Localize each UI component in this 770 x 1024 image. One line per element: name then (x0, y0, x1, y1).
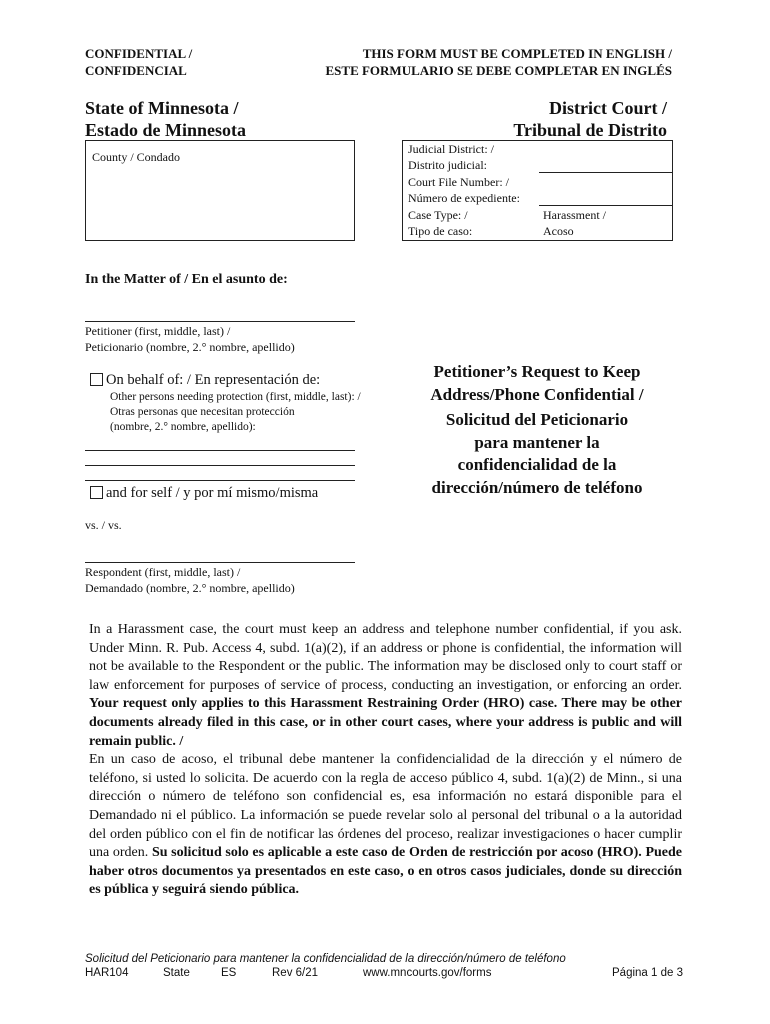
state-heading: State of Minnesota / Estado de Minnesota (85, 98, 247, 140)
instructions-text (89, 621, 682, 900)
others-field-3[interactable] (85, 480, 355, 481)
county-label: County / Condado (92, 150, 181, 164)
others-label: Other persons needing protection (first, middle, last): / Otras personas que necesitan protección (nombre, 2.° nombre, apellido): (110, 391, 361, 433)
on-behalf-checkbox[interactable] (90, 373, 103, 386)
for-self-label: and for self / y por mí mismo/misma (106, 485, 319, 501)
judicial-district-field[interactable] (539, 172, 673, 173)
petitioner-label: Petitioner (first, middle, last) / Peticionario (nombre, 2.° nombre, apellido) (85, 324, 295, 354)
court-heading: District Court / Tribunal de Distrito (513, 98, 667, 140)
footer-form-code: HAR104 (85, 967, 129, 979)
file-number-field[interactable] (539, 205, 673, 206)
form-title: Petitioner’s Request to Keep Address/Phone Confidential / Solicitud del Peticionario para mantener la confidencialidad de la dirección/número de teléfono (430, 362, 644, 497)
confidential-label: CONFIDENTIAL / CONFIDENCIAL (85, 46, 193, 78)
on-behalf-label: On behalf of: / En representación de: (106, 372, 321, 388)
on-behalf-option (90, 371, 320, 389)
case-type-value: Harassment / Acoso (543, 208, 606, 238)
respondent-name-field[interactable] (85, 562, 355, 563)
instructions-es-bold: Su solicitud solo es aplicable a este caso de Orden de restricción por acoso (HRO). Puede haber otros documentos ya presentados en este caso, o en otros casos judiciales, donde su dirección es pública y seguirá siendo pública. (89, 845, 682, 898)
for-self-checkbox[interactable] (90, 486, 103, 499)
footer-lang: ES (221, 967, 237, 979)
respondent-label: Respondent (first, middle, last) / Demandado (nombre, 2.° nombre, apellido) (85, 565, 295, 595)
others-field-2[interactable] (85, 465, 355, 466)
matter-heading: In the Matter of / En el asunto de: (85, 272, 288, 287)
footer-url: www.mncourts.gov/forms (363, 967, 492, 979)
footer-form-title: Solicitud del Peticionario para mantener la confidencialidad de la dirección/número de teléfono (85, 953, 566, 965)
county-box[interactable] (85, 140, 355, 241)
others-field-1[interactable] (85, 450, 355, 451)
judicial-district-label: Judicial District: / Distrito judicial: (408, 142, 494, 172)
for-self-option (90, 484, 318, 502)
case-info-box (402, 140, 673, 241)
petitioner-name-field[interactable] (85, 321, 355, 322)
footer-page-number: Página 1 de 3 (612, 967, 683, 979)
instructions-en-bold: Your request only applies to this Harassment Restraining Order (HRO) case. There may be other documents already filed in this case, or in other court cases, where your address is public and will remain public. / (89, 696, 682, 749)
file-number-label: Court File Number: / Número de expediente: (408, 175, 520, 205)
instructions-es: En un caso de acoso, el tribunal debe mantener la confidencialidad de la dirección y el número de teléfono, si usted lo solicita. De acuerdo con la regla de acceso público 4, subd. 1(a)(2) de Minn., si una dirección o número de teléfono son confidencial es, esa información no estará disponible para el Demandado ni el público. La información se puede revelar solo al personal del tribunal o a la autoridad del orden público con el fin de notificar las órdenes del proceso, realizar investigaciones o hacer cumplir una orden. (89, 752, 682, 861)
case-type-label: Case Type: / Tipo de caso: (408, 208, 473, 238)
vs-label: vs. / vs. (85, 518, 122, 532)
footer-rev: Rev 6/21 (272, 967, 319, 979)
instructions-en: In a Harassment case, the court must keep an address and telephone number confidential, if you ask. Under Minn. R. Pub. Access 4, subd. 1(a)(2), if an address or phone is confidential, the information will not be available to the Respondent or the public. The information may be disclosed only to court staff or law enforcement for purposes of service of process, conducting an investigation, or enforcing an order. (89, 622, 682, 693)
footer-state: State (163, 967, 190, 979)
language-notice: THIS FORM MUST BE COMPLETED IN ENGLISH / ESTE FORMULARIO SE DEBE COMPLETAR EN INGLÉS (325, 46, 672, 78)
